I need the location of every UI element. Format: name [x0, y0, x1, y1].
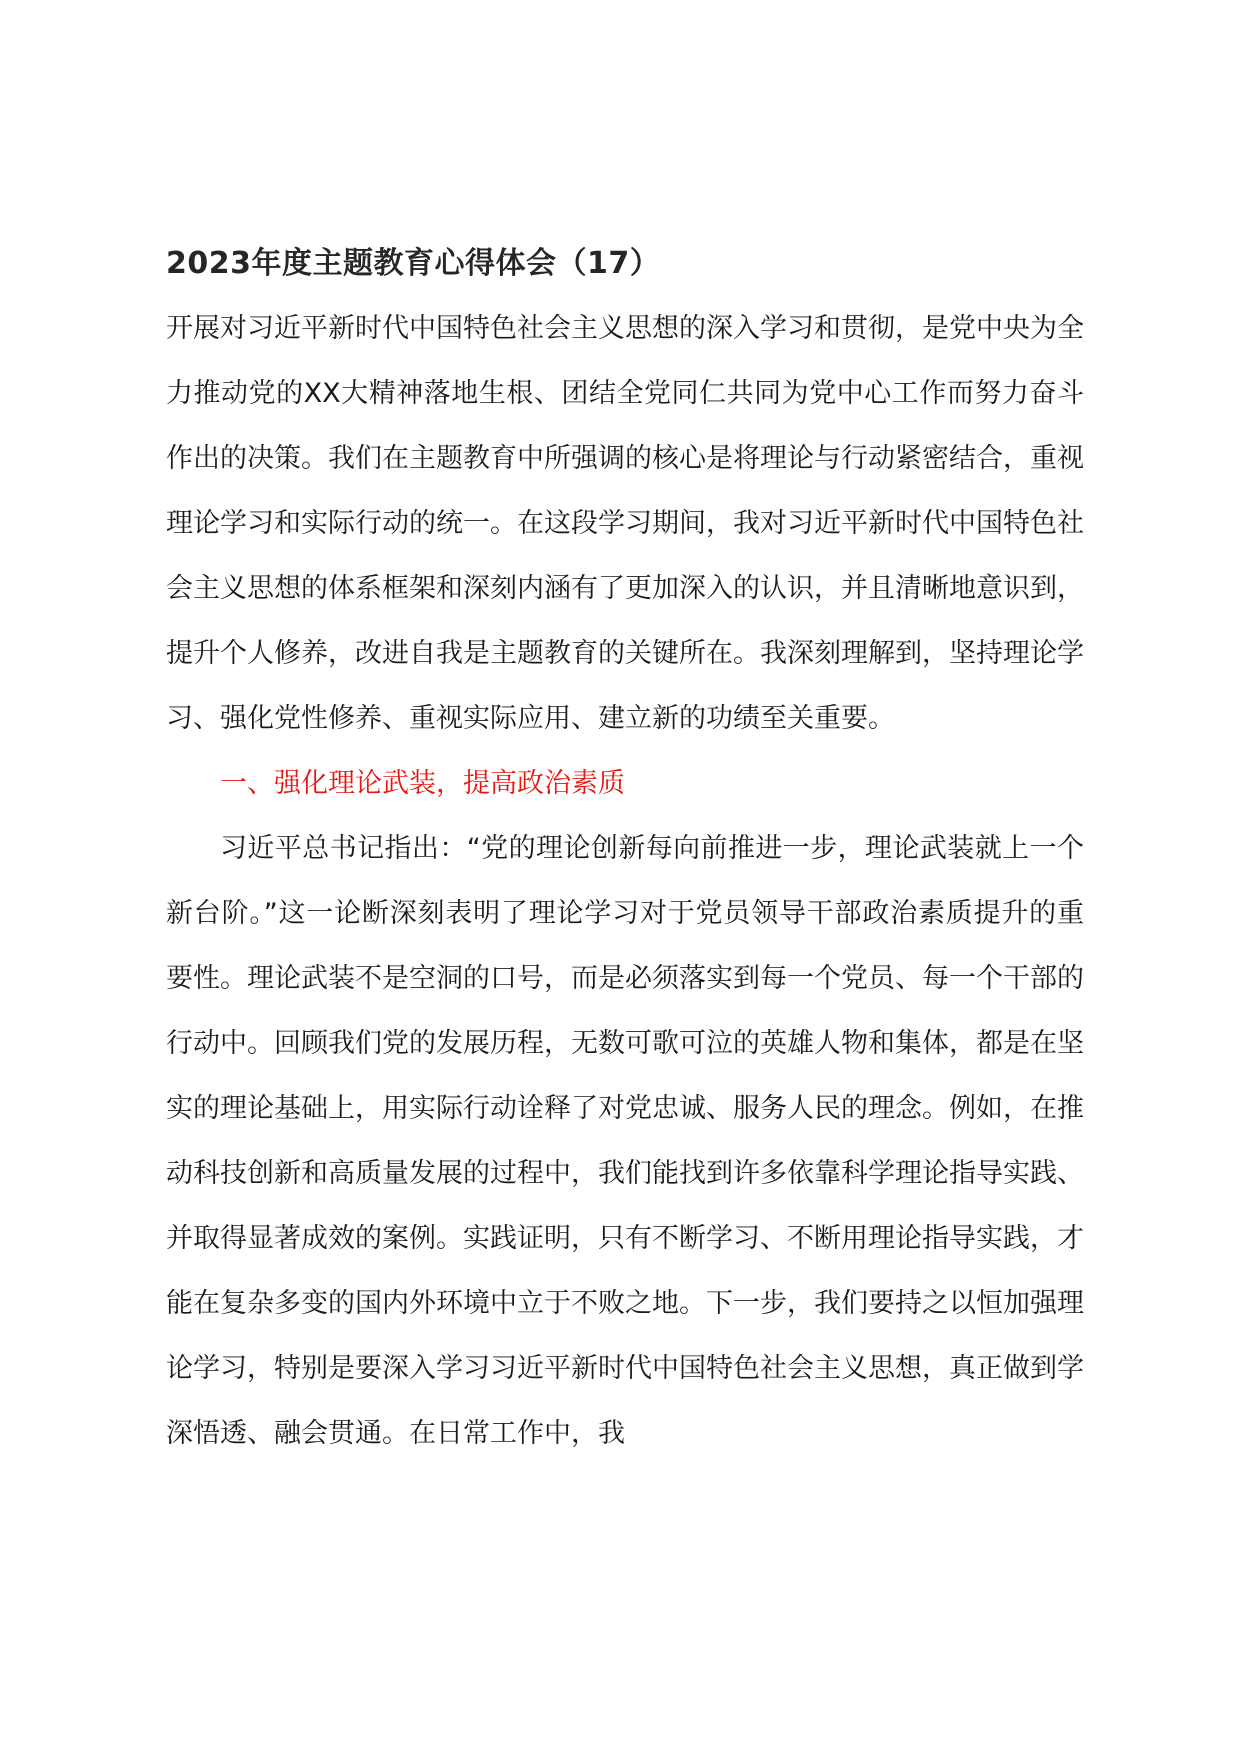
section-body-paragraph: 习近平总书记指出：“党的理论创新每向前推进一步，理论武装就上一个新台阶。”这一论断深刻表明了理论学习对于党员领导干部政治素质提升的重要性。理论武装不是空洞的口号，而是必须落实到每一个党员、每一个干部的行动中。回顾我们党的发展历程，无数可歌可泣的英雄人物和集体，都是在坚实的理论基础上，用实际行动诠释了对党忠诚、服务人民的理念。例如，在推动科技创新和高质量发展的过程中，我们能找到许多依靠科学理论指导实践、并取得显著成效的案例。实践证明，只有不断学习、不断用理论指导实践，才能在复杂多变的国内外环境中立于不败之地。下一步，我们要持之以恒加强理论学习，特别是要深入学习习近平新时代中国特色社会主义思想，真正做到学深悟透、融会贯通。在日常工作中，我: [166, 833, 1084, 1449]
section-heading: 一、强化理论武装，提高政治素质: [220, 768, 625, 799]
intro-paragraph: 开展对习近平新时代中国特色社会主义思想的深入学习和贯彻，是党中央为全力推动党的XX大精神落地生根、团结全党同仁共同为党中心工作而努力奋斗作出的决策。我们在主题教育中所强调的核心是将理论与行动紧密结合，重视理论学习和实际行动的统一。在这段学习期间，我对习近平新时代中国特色社会主义思想的体系框架和深刻内涵有了更加深入的认识，并且清晰地意识到，提升个人修养，改进自我是主题教育的关键所在。我深刻理解到，坚持理论学习、强化党性修养、重视实际应用、建立新的功绩至关重要。: [166, 313, 1084, 734]
document-content: [166, 242, 1084, 1466]
document-title: 2023年度主题教育心得体会（17）: [166, 246, 661, 281]
